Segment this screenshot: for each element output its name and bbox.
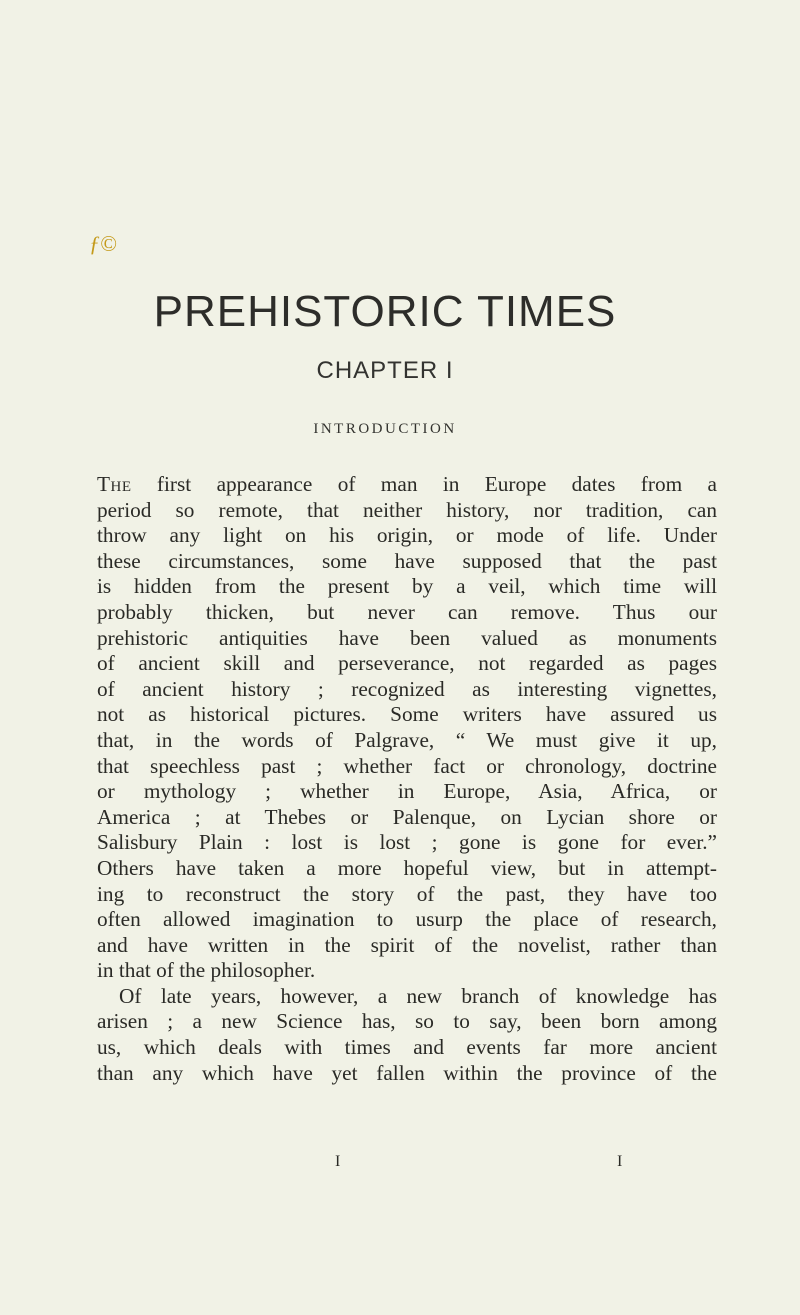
text-line: throw any light on his origin, or mode of life. Under [97,523,717,548]
text-line: period so remote, that neither history, nor tradition, can [97,497,717,522]
text-line: Others have taken a more hopeful view, but in attempt- [97,855,717,880]
text-line: is hidden from the present by a veil, which time will [97,574,717,599]
text-line: that, in the words of Palgrave, “ We must give it up, [97,727,717,752]
pencil-margin-mark: ƒ© [89,231,117,256]
text-line: and have written in the spirit of the novelist, rather than [97,932,717,957]
first-word: The [97,472,132,496]
book-title: PREHISTORIC TIMES [153,287,617,336]
text-line: Salisbury Plain : lost is lost ; gone is gone for ever.” [97,830,717,855]
page-footer [0,1153,800,1173]
text-line: that speechless past ; whether fact or chronology, doctrine [97,753,717,778]
text-line: than any which have yet fallen within the province of the [97,1060,717,1085]
page-number: I [617,1153,623,1170]
text-line: prehistoric antiquities have been valued as monuments [97,625,717,650]
text-line: arisen ; a new Science has, so to say, been born among [97,1009,717,1034]
body-text [97,472,717,1086]
signature-mark: I [335,1153,341,1170]
section-heading: INTRODUCTION [313,421,457,437]
text-line: or mythology ; whether in Europe, Asia, Africa, or [97,779,717,804]
text-line: ing to reconstruct the story of the past, they have too [97,881,717,906]
text-line: us, which deals with times and events far more ancient [97,1035,717,1060]
text-line: Of late years, however, a new branch of knowledge has [119,983,717,1008]
text-line: of ancient skill and perseverance, not regarded as pages [97,651,717,676]
text-line: these circumstances, some have supposed that the past [97,548,717,573]
text-line: of ancient history ; recognized as interesting vignettes, [97,676,717,701]
text-line: America ; at Thebes or Palenque, on Lycian shore or [97,804,717,829]
text-line: probably thicken, but never can remove. Thus our [97,599,717,624]
text-line: often allowed imagination to usurp the place of research, [97,907,717,932]
chapter-heading: CHAPTER I [316,357,454,384]
text-line: not as historical pictures. Some writers have assured us [97,702,717,727]
text-line: The first appearance of man in Europe dates from a [97,472,717,496]
text-line: in that of the philosopher. [97,958,316,983]
